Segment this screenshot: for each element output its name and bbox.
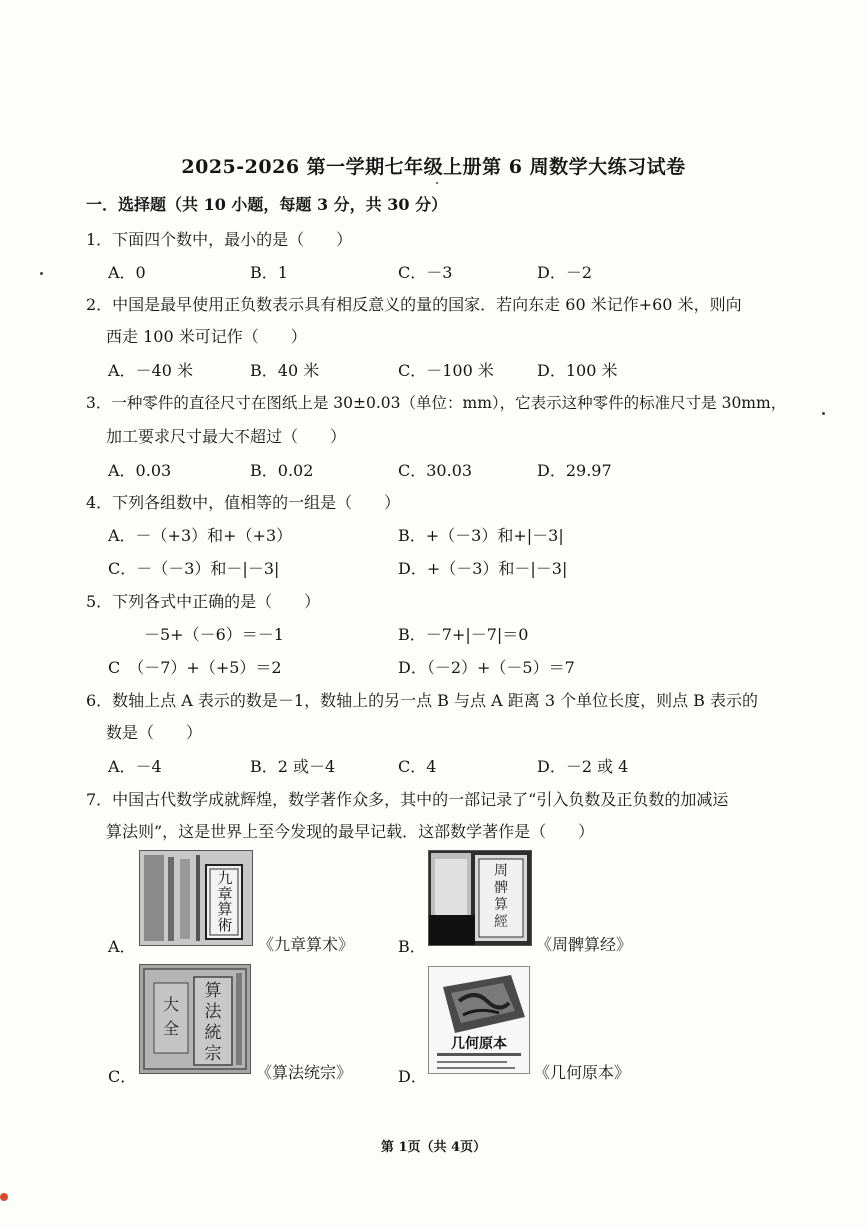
q1-option-b: B．1	[250, 263, 288, 282]
question-4-text: 4．下列各组数中，值相等的一组是（ ）	[86, 493, 401, 512]
q1-option-c: C．－3	[398, 263, 453, 282]
book-cover-suanfa-image	[139, 964, 251, 1074]
book-caption-jihe: 《几何原本》	[534, 1063, 631, 1082]
scan-speck	[822, 412, 825, 415]
book-cover-char: 統	[204, 1023, 222, 1043]
q7-option-d-label: D．	[398, 1067, 427, 1086]
q5-option-c: C （－7）+（+5）＝2	[108, 658, 282, 677]
book-cover-zhoubi-image	[428, 850, 532, 946]
question-7-text-line2: 算法则”，这是世界上至今发现的最早记载．这部数学著作是（ ）	[106, 822, 595, 841]
book-cover-char: 章	[217, 884, 233, 903]
question-6-text-line2: 数是（ ）	[106, 723, 203, 742]
q6-option-c: C．4	[398, 757, 437, 776]
book-cover-char: 九	[217, 869, 233, 887]
q6-option-a: A．－4	[108, 757, 162, 776]
book-caption-zhoubi: 《周髀算经》	[536, 935, 633, 954]
page-footer: 第 1页（共 4页）	[380, 1140, 487, 1155]
book-cover-char: 術	[217, 915, 233, 934]
scan-speck	[40, 272, 43, 275]
q2-option-d: D．100 米	[537, 361, 618, 380]
q3-option-d: D．29.97	[537, 461, 612, 480]
question-2-text: 2．中国是最早使用正负数表示具有相反意义的量的国家．若向东走 60 米记作+60 米，则向	[86, 295, 742, 314]
q3-option-a: A．0.03	[108, 461, 172, 480]
book-cover-char: 髀	[494, 880, 508, 896]
q3-option-c: C．30.03	[398, 461, 473, 480]
q5-option-b: B．－7+|－7|＝0	[398, 625, 529, 644]
q5-option-a: －5+（－6）＝－1	[144, 625, 284, 644]
scan-speck	[436, 182, 438, 184]
question-1-text: 1．下面四个数中，最小的是（ ）	[86, 230, 353, 249]
question-3-text-line2: 加工要求尺寸最大不超过（ ）	[106, 427, 347, 446]
book-cover-char: 經	[494, 914, 508, 930]
book-cover-char: 算	[204, 981, 222, 1001]
book-cover-char: 算	[217, 900, 233, 918]
q6-option-b: B．2 或－4	[250, 757, 336, 776]
book-cover-char: 大	[162, 995, 179, 1014]
book-caption-jiuzhang: 《九章算术》	[258, 935, 355, 954]
scan-speck	[0, 1193, 8, 1201]
q7-option-a-label: A．	[108, 937, 136, 956]
q4-option-d: D．+（－3）和－|－3|	[398, 559, 568, 578]
section-heading: 一．选择题（共 10 小题，每题 3 分，共 30 分）	[86, 195, 448, 214]
q4-option-a: A．－（+3）和+（+3）	[108, 526, 293, 545]
q1-option-a: A．0	[108, 263, 146, 282]
q5-option-d: D．（－2）+（－5）＝7	[398, 658, 575, 677]
book-cover-jiuzhang-image	[139, 850, 253, 946]
q6-option-d: D．－2 或 4	[537, 757, 629, 776]
book-cover-char: 算	[494, 897, 508, 913]
question-3-text: 3．一种零件的直径尺寸在图纸上是 30±0.03（单位：mm），它表示这种零件的标准尺寸是 30mm，	[86, 394, 787, 412]
book-cover-char: 宗	[204, 1044, 222, 1064]
page-title: 2025-2026 第一学期七年级上册第 6 周数学大练习试卷	[181, 156, 686, 178]
book-cover-char: 全	[162, 1019, 179, 1038]
q1-option-d: D．－2	[537, 263, 593, 282]
q2-option-c: C．－100 米	[398, 361, 494, 380]
q7-option-b-label: B．	[398, 937, 426, 956]
q4-option-b: B．+（－3）和+|－3|	[398, 526, 564, 545]
book-cover-jihe-image	[428, 966, 530, 1074]
question-7-text: 7．中国古代数学成就辉煌，数学著作众多，其中的一部记录了“引入负数及正负数的加减运	[86, 790, 729, 809]
question-2-text-line2: 西走 100 米可记作（ ）	[106, 327, 307, 346]
book-cover-char: 几何原本	[451, 1036, 507, 1052]
q4-option-c: C．－（－3）和－|－3|	[108, 559, 280, 578]
question-5-text: 5．下列各式中正确的是（ ）	[86, 592, 321, 611]
q3-option-b: B．0.02	[250, 461, 314, 480]
question-6-text: 6．数轴上点 A 表示的数是－1，数轴上的另一点 B 与点 A 距离 3 个单位长度，则点 B 表示的	[86, 691, 759, 710]
book-cover-char: 周	[494, 863, 508, 879]
book-caption-suanfa: 《算法统宗》	[256, 1063, 353, 1082]
q2-option-b: B．40 米	[250, 361, 320, 380]
q2-option-a: A．－40 米	[108, 361, 194, 380]
book-cover-char: 法	[204, 1002, 222, 1022]
q7-option-c-label: C．	[108, 1067, 137, 1086]
